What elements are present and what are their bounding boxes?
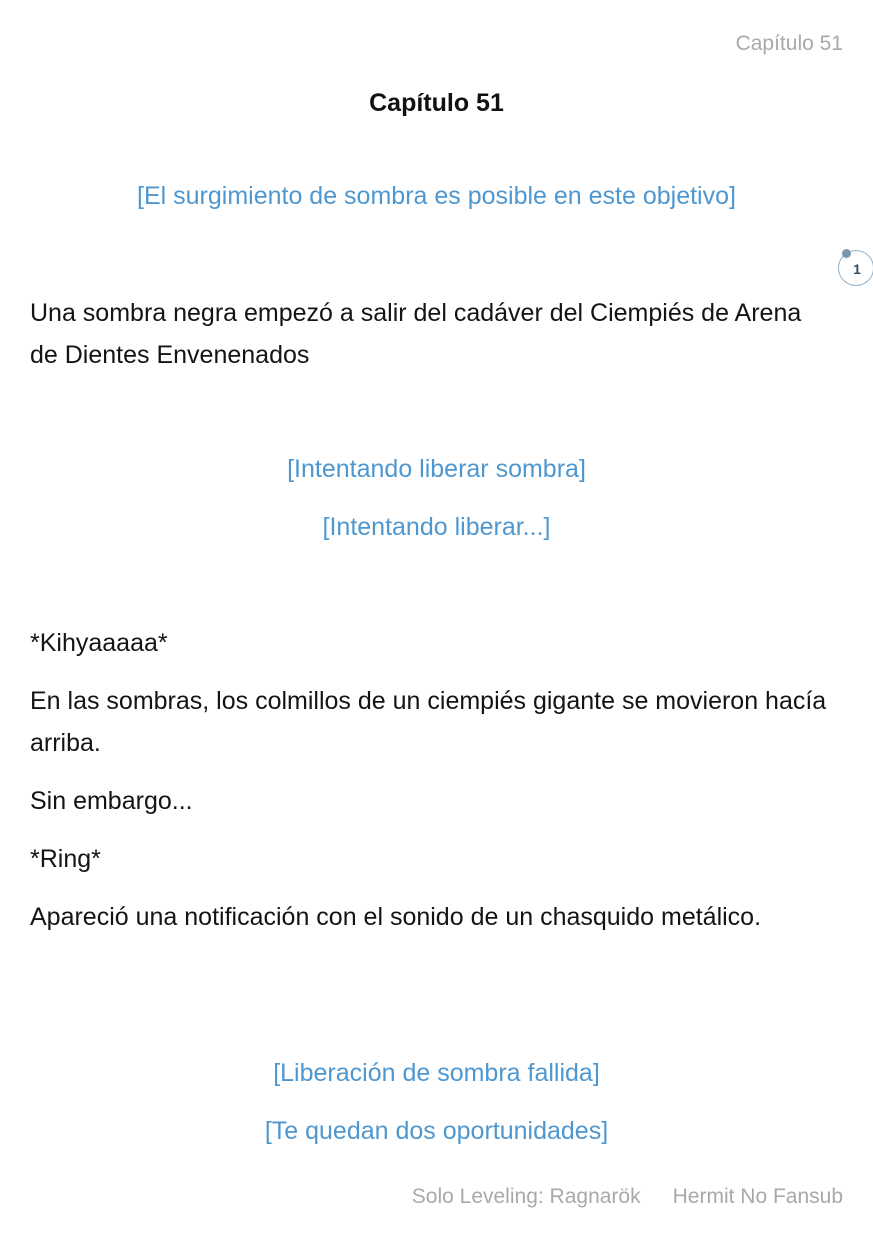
paragraph-shadow-emerges: Una sombra negra empezó a salir del cadáver del Ciempiés de Arena de Dientes Envenenados [30, 299, 802, 369]
footer-series-title: Solo Leveling: Ragnarök [411, 1185, 641, 1208]
system-message-extraction-failed: [Liberación de sombra fallida] [273, 1059, 600, 1087]
paragraph-sound-effect-ring: *Ring* [30, 845, 101, 873]
paragraph-notification-appeared: Apareció una notificación con el sonido de un chasquido metálico. [30, 903, 762, 931]
paragraph-however: Sin embargo... [30, 787, 193, 815]
paragraph-sound-effect-kihyaaaaa: *Kihyaaaaa* [30, 629, 168, 657]
system-message-remaining-chances: [Te quedan dos oportunidades] [264, 1117, 609, 1145]
system-message-extracting-shadow: [Intentando liberar sombra] [287, 455, 586, 483]
system-message-extracting: [Intentando liberar...] [322, 513, 551, 541]
page-footer [412, 1184, 843, 1209]
footnote-marker[interactable] [838, 250, 873, 286]
footer-group-name: Hermit No Fansub [672, 1185, 843, 1208]
system-message-emergence: [El surgimiento de sombra es posible en este objetivo] [137, 182, 736, 210]
paragraph-fangs-moved: En las sombras, los colmillos de un ciempiés gigante se movieron hacía arriba. [30, 687, 827, 757]
page-title: Capítulo 51 [369, 89, 504, 117]
footnote-number: 1 [853, 261, 861, 277]
header-chapter-label: Capítulo 51 [735, 32, 843, 55]
